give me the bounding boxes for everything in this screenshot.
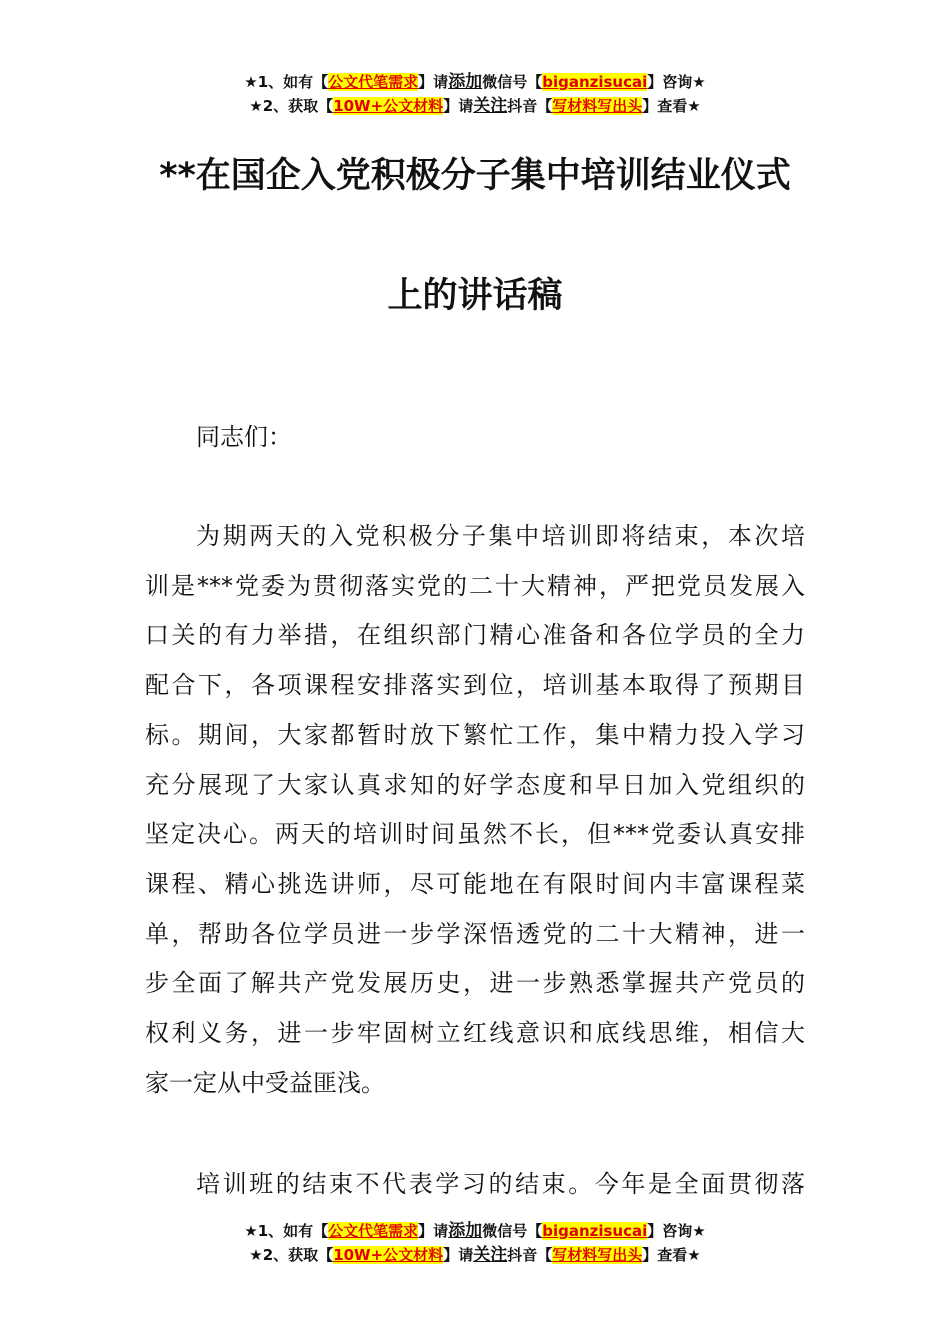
body-text-line: 课程、精心挑选讲师，尽可能地在有限时间内丰富课程菜 [145, 869, 805, 898]
banner-text: ★2、获取【 [249, 1246, 334, 1264]
body-text-line: 训是***党委为贯彻落实党的二十大精神，严把党员发展入 [145, 571, 805, 600]
banner-highlight: 写材料写出头 [552, 1246, 643, 1264]
body-text-line: 家一定从中受益匪浅。 [145, 1068, 385, 1097]
body-text-line: 口关的有力举措，在组织部门精心准备和各位学员的全力 [145, 621, 805, 650]
body-text-line: 为期两天的入党积极分子集中培训即将结束，本次培 [196, 522, 805, 550]
banner-highlight: 10W+公文材料 [333, 1246, 444, 1264]
banner-line-2 [0, 1243, 950, 1267]
banner-highlight: 写材料写出头 [552, 97, 643, 115]
banner-text: 】咨询★ [647, 73, 706, 91]
banner-highlight: 公文代笔需求 [328, 73, 419, 91]
body-text-line: 培训班的结束不代表学习的结束。今年是全面贯彻落 [196, 1170, 805, 1198]
body-text-line: 标。期间，大家都暂时放下繁忙工作，集中精力投入学习 [145, 720, 805, 749]
banner-text: 】请 [443, 97, 474, 115]
banner-text: 】查看★ [642, 97, 701, 115]
banner-highlight: 公文代笔需求 [328, 1222, 419, 1240]
banner-text: 】咨询★ [647, 1222, 706, 1240]
banner-emphasis: 关注 [473, 1245, 508, 1265]
banner-text: 】请 [418, 1222, 449, 1240]
banner-highlight: biganzisucai [542, 1222, 648, 1240]
banner-text: 微信号【 [482, 73, 543, 91]
banner-emphasis: 关注 [473, 96, 508, 116]
banner-text: 】查看★ [642, 1246, 701, 1264]
banner-line-1 [0, 1219, 950, 1243]
body-text-line: 充分展现了大家认真求知的好学态度和早日加入党组织的 [145, 770, 805, 799]
top-ad-banner [0, 70, 950, 118]
document-title-line-2: 上的讲话稿 [387, 276, 563, 316]
banner-text: 】请 [443, 1246, 474, 1264]
body-text-line: 坚定决心。两天的培训时间虽然不长，但***党委认真安排 [145, 820, 805, 849]
banner-line-2 [0, 94, 950, 118]
body-text-line: 单，帮助各位学员进一步学深悟透党的二十大精神，进一 [145, 919, 805, 948]
banner-text: ★1、如有【 [244, 73, 329, 91]
banner-text: 抖音【 [507, 97, 553, 115]
banner-text: 】请 [418, 73, 449, 91]
banner-emphasis: 添加 [448, 72, 483, 92]
bottom-ad-banner [0, 1219, 950, 1267]
banner-emphasis: 添加 [448, 1221, 483, 1241]
banner-highlight: biganzisucai [542, 73, 648, 91]
banner-text: ★2、获取【 [249, 97, 334, 115]
document-title-line-1: **在国企入党积极分子集中培训结业仪式 [159, 156, 791, 196]
banner-text: ★1、如有【 [244, 1222, 329, 1240]
banner-line-1 [0, 70, 950, 94]
body-text-line: 配合下，各项课程安排落实到位，培训基本取得了预期目 [145, 671, 805, 700]
banner-highlight: 10W+公文材料 [333, 97, 444, 115]
salutation: 同志们： [196, 423, 292, 451]
body-text-line: 权利义务，进一步牢固树立红线意识和底线思维，相信大 [145, 1019, 805, 1047]
body-text-line: 步全面了解共产党发展历史，进一步熟悉掌握共产党员的 [145, 969, 805, 998]
banner-text: 微信号【 [482, 1222, 543, 1240]
banner-text: 抖音【 [507, 1246, 553, 1264]
